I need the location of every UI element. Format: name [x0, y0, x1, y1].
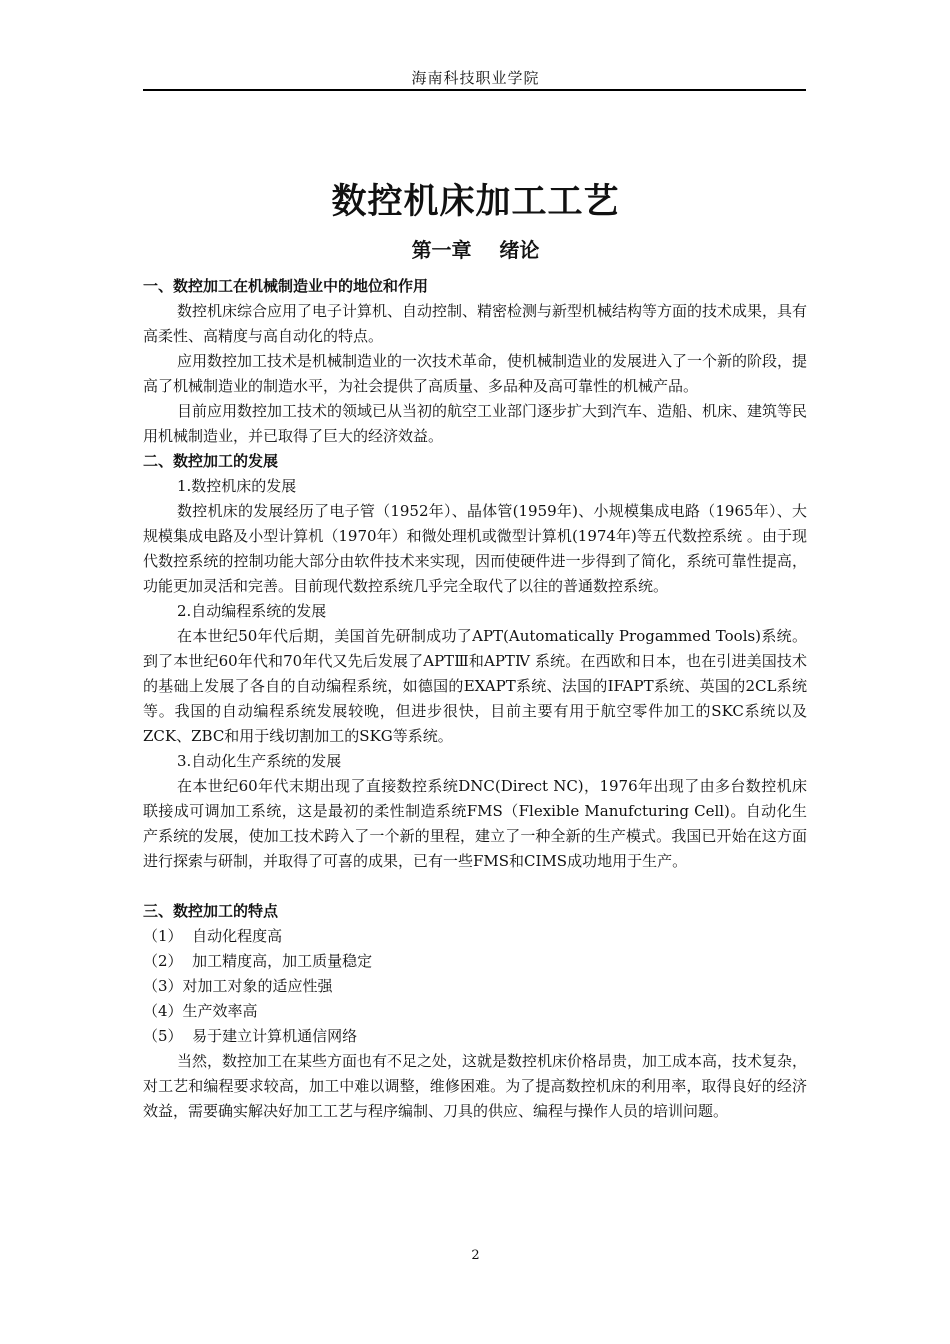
section-heading: 二、数控加工的发展 [143, 452, 279, 470]
section-heading: 一、数控加工在机械制造业中的地位和作用 [143, 277, 429, 295]
document-title: 数控机床加工工艺 [331, 182, 620, 222]
paragraph: 数控机床综合应用了电子计算机、自动控制、精密检测与新型机械结构等方面的技术成果，具有高柔性、高精度与高自动化的特点。 [143, 302, 808, 345]
subsection-heading: 1.数控机床的发展 [177, 477, 297, 495]
paragraph: 数控机床的发展经历了电子管（1952年）、晶体管(1959年)、小规模集成电路（1965年）、大规模集成电路及小型计算机（1970年）和微处理机或微型计算机(1974年)等五代数控系统 。由于现代数控系统的控制功能大部分由软件技术来实现，因而使硬件进一步得到了简化，系统可靠性提高，功能更加灵活和完善。目前现代数控系统几乎完全取代了以往的普通数控系统。 [143, 502, 807, 595]
paragraph: 目前应用数控加工技术的领域已从当初的航空工业部门逐步扩大到汽车、造船、机床、建筑等民用机械制造业，并已取得了巨大的经济效益。 [143, 402, 808, 445]
blank-line [143, 874, 807, 899]
page-header: 海南科技职业学院 [411, 69, 540, 87]
paragraph: 当然，数控加工在某些方面也有不足之处，这就是数控机床价格昂贵，加工成本高，技术复杂，对工艺和编程要求较高，加工中难以调整，维修困难。为了提高数控机床的利用率，取得良好的经济效益，需要确实解决好加工工艺与程序编制、刀具的供应、编程与操作人员的培训问题。 [143, 1052, 808, 1120]
document-page [143, 0, 808, 1344]
list-item: （5） 易于建立计算机通信网络 [143, 1027, 358, 1045]
list-item: （1） 自动化程度高 [143, 927, 283, 945]
section-heading: 三、数控加工的特点 [143, 902, 279, 920]
list-item: （3）对加工对象的适应性强 [143, 977, 333, 995]
list-item: （4）生产效率高 [143, 1002, 258, 1020]
page-number: 2 [471, 1248, 480, 1263]
paragraph: 在本世纪60年代末期出现了直接数控系统DNC(Direct NC)，1976年出现了由多台数控机床联接成可调加工系统，这是最初的柔性制造系统FMS（Flexible Manufcturing Cell)。自动化生产系统的发展，使加工技术跨入了一个新的里程，建立了一种全新的生产模式。我国已开始在这方面进行探索与研制，并取得了可喜的成果，已有一些FMS和CIMS成功地用于生产。 [143, 777, 807, 870]
subsection-heading: 2.自动编程系统的发展 [177, 602, 327, 620]
header-divider [143, 89, 806, 91]
list-item: （2） 加工精度高，加工质量稳定 [143, 952, 373, 970]
paragraph: 在本世纪50年代后期，美国首先研制成功了APT(Automatically Progammed Tools)系统。到了本世纪60年代和70年代又先后发展了APTⅢ和APTⅣ 系统。在西欧和日本，也在引进美国技术的基础上发展了各自的自动编程系统，如德国的EXAPT系统、法国的IFAPT系统、英国的2CL系统等。我国的自动编程系统发展较晚，但进步很快，目前主要有用于航空零件加工的SKC系统以及ZCK、ZBC和用于线切割加工的SKG等系统。 [143, 627, 807, 745]
document-body [143, 274, 807, 1124]
subsection-heading: 3.自动化生产系统的发展 [177, 752, 342, 770]
chapter-title: 第一章 绪论 [411, 238, 540, 262]
paragraph: 应用数控加工技术是机械制造业的一次技术革命，使机械制造业的发展进入了一个新的阶段，提高了机械制造业的制造水平，为社会提供了高质量、多品种及高可靠性的机械产品。 [143, 352, 808, 395]
